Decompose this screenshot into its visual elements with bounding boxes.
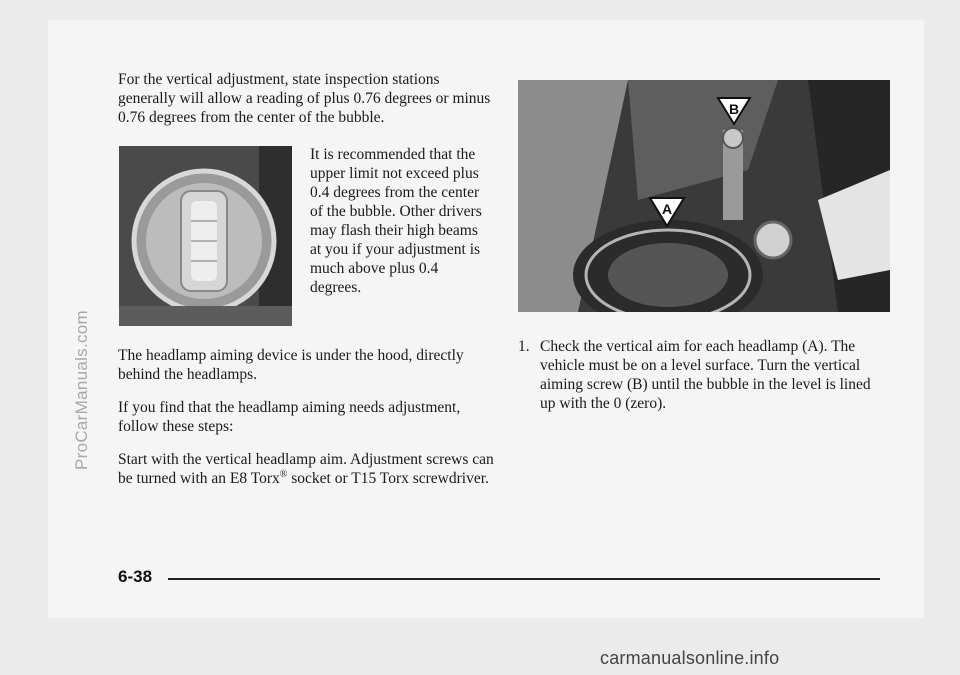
- page-number: 6-38: [118, 567, 153, 586]
- bubble-level-illustration: [119, 146, 292, 326]
- intro-paragraph: For the vertical adjustment, state inspection stations generally will allow a reading of plus 0.76 degrees or minus 0.76 degrees from the center of the bubble.: [118, 71, 491, 126]
- bubble-level-photo: [119, 146, 292, 326]
- callout-a: A: [661, 201, 673, 217]
- step-1: [518, 337, 888, 413]
- start-text-part1: Start with the vertical headlamp aim. Adjustment screws can be turned with an E8 Torx: [118, 451, 494, 487]
- step-text: Check the vertical aim for each headlamp (A). The vehicle must be on a level surface. Turn the vertical aiming screw (B) until the bubble in the level is lined up with the 0 (zero).: [540, 338, 871, 412]
- under-hood-paragraph: The headlamp aiming device is under the hood, directly behind the headlamps.: [118, 347, 464, 383]
- side-watermark: ProCarManuals.com: [72, 309, 91, 471]
- start-text-part2: socket or T15 Torx screwdriver.: [287, 470, 489, 487]
- footer-rule: [168, 578, 880, 580]
- headlamp-aiming-illustration: [518, 80, 890, 312]
- if-find-paragraph: If you find that the headlamp aiming needs adjustment, follow these steps:: [118, 399, 461, 435]
- callout-b: B: [728, 101, 740, 117]
- step-number: 1.: [518, 338, 530, 355]
- registered-mark: ®: [279, 468, 288, 480]
- recommendation-paragraph: It is recommended that the upper limit not exceed plus 0.4 degrees from the center of the bubble. Other drivers may flash their high beams at you if your adjustment is much above plus 0.4 degrees.: [310, 146, 482, 296]
- start-paragraph: [118, 450, 498, 488]
- bottom-watermark: carmanualsonline.info: [600, 648, 780, 668]
- headlamp-aiming-photo: [518, 80, 890, 312]
